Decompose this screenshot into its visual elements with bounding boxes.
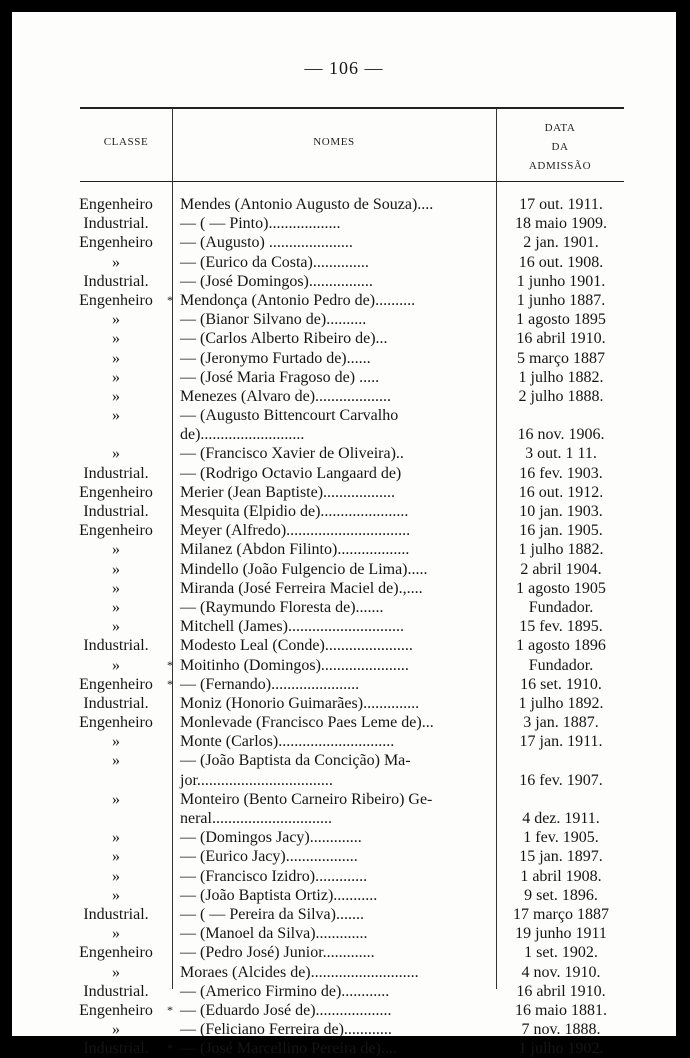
table-row [12, 943, 676, 962]
table-row [12, 867, 676, 886]
row-classe: » [112, 387, 120, 405]
row-nome: — (José Marcellino Pereira de).... [180, 1040, 397, 1058]
row-data: 1 fev. 1905. [523, 829, 599, 847]
row-classe: Engenheiro [79, 944, 153, 962]
row-nome: — (Carlos Alberto Ribeiro de)... [180, 330, 388, 348]
row-data: 1 agosto 1895 [516, 311, 606, 329]
row-classe: Industrial. [83, 905, 149, 923]
row-data: 9 set. 1896. [524, 886, 598, 904]
row-nome: — (Americo Firmino de)............ [180, 982, 390, 1000]
row-nome: Moraes (Alcides de)........................... [180, 963, 419, 981]
row-classe: » [112, 541, 120, 559]
row-classe: » [112, 886, 120, 904]
row-data: 16 abril 1910. [516, 330, 606, 348]
row-nome: — (José Maria Fragoso de) ..... [180, 368, 380, 386]
row-nome: — (Augusto Bittencourt Carvalho [180, 407, 399, 425]
table-row [12, 214, 676, 233]
row-nome: Mendes (Antonio Augusto de Souza).... [180, 196, 434, 213]
row-nome: Merier (Jean Baptiste).................. [180, 483, 396, 501]
table-row [12, 560, 676, 579]
header-classe: CLASSE [103, 136, 149, 148]
row-data: 3 jan. 1887. [523, 714, 599, 732]
row-data: 1 agosto 1905 [516, 579, 606, 597]
table-row [12, 713, 676, 732]
row-data: 1 julho 1902. [518, 1040, 604, 1058]
header-data-line-2: DA [551, 141, 569, 153]
row-nome: — (João Baptista da Concição) Ma- [180, 752, 411, 770]
row-nome: — (Augusto) ..................... [180, 234, 353, 252]
header-data-line-1: DATA [544, 122, 576, 134]
row-data: 2 jan. 1901. [523, 234, 599, 252]
header-data-line-3: ADMISSÃO [528, 160, 592, 172]
row-classe: » [112, 445, 120, 463]
row-data: 17 jan. 1911. [519, 733, 603, 751]
table-row [12, 982, 676, 1001]
row-data: 15 jan. 1897. [519, 848, 603, 866]
top-rule [80, 107, 624, 109]
row-nome: Moitinho (Domingos)...................... [180, 656, 409, 674]
row-nome: — (Jeronymo Furtado de)...... [180, 349, 371, 367]
table-row [12, 291, 676, 310]
row-classe: Industrial. [83, 464, 149, 482]
row-nome: Mendonça (Antonio Pedro de).......... [180, 291, 416, 309]
row-data: 17 março 1887 [513, 905, 609, 923]
row-classe: Industrial. [83, 1040, 149, 1058]
row-data: 16 out. 1912. [518, 483, 604, 501]
row-classe: » [112, 829, 120, 847]
row-nome: — (Fernando)...................... [180, 675, 360, 693]
row-classe: » [112, 368, 120, 386]
table-row [12, 1039, 676, 1058]
table-row [12, 636, 676, 655]
row-data: 1 julho 1882. [518, 368, 604, 386]
row-classe: » [112, 733, 120, 751]
row-data: 16 abril 1910. [516, 982, 606, 1000]
row-nome: — (Rodrigo Octavio Langaard de) [180, 464, 402, 482]
row-mark: * [167, 676, 173, 691]
row-data: 1 julho 1892. [518, 694, 604, 712]
table-row [12, 483, 676, 502]
table-row [12, 272, 676, 291]
row-data: Fundador. [528, 656, 594, 674]
table-row [12, 425, 676, 444]
table-row [12, 809, 676, 828]
table-row [12, 502, 676, 521]
row-data: 16 nov. 1906. [517, 426, 605, 444]
row-classe: Engenheiro [79, 714, 153, 732]
row-nome: Menezes (Alvaro de)................... [180, 387, 392, 405]
row-classe: » [112, 848, 120, 866]
row-data: 1 agosto 1896 [516, 637, 606, 655]
row-data: 15 fev. 1895. [519, 618, 603, 636]
table-row [12, 790, 676, 809]
table-row [12, 751, 676, 770]
table-row [12, 847, 676, 866]
row-data: 2 abril 1904. [520, 560, 602, 578]
row-data: 18 maio 1909. [515, 215, 607, 233]
table-row [12, 444, 676, 463]
row-classe: Engenheiro [79, 291, 153, 309]
row-nome: — (Domingos Jacy)............. [180, 829, 362, 847]
row-classe: » [112, 656, 120, 674]
row-data: 4 dez. 1911. [522, 810, 600, 827]
row-nome: Monlevade (Francisco Paes Leme de)... [180, 714, 434, 732]
table-row [12, 329, 676, 348]
header-data-admissao [496, 119, 624, 176]
table-row [12, 771, 676, 790]
row-data: 10 jan. 1903. [519, 503, 603, 520]
row-nome: — ( — Pereira da Silva)....... [180, 905, 364, 923]
table-row [12, 368, 676, 387]
row-classe: » [112, 867, 120, 885]
row-nome: — (Bianor Silvano de).......... [180, 311, 367, 329]
table-row [12, 598, 676, 617]
table-row [12, 905, 676, 924]
document-page [12, 12, 676, 1058]
row-classe: » [112, 790, 120, 808]
table-row [12, 349, 676, 368]
row-mark: * [167, 1041, 173, 1056]
row-nome: — (Eduardo José de)................... [180, 1001, 392, 1019]
row-nome: Miranda (José Ferreira Maciel de).,.... [180, 579, 423, 597]
row-classe: » [112, 1021, 120, 1039]
row-data: 2 julho 1888. [518, 387, 604, 405]
row-classe: Engenheiro [79, 1001, 153, 1019]
row-classe: » [112, 311, 120, 329]
row-classe: » [112, 598, 120, 616]
table-row [12, 406, 676, 425]
row-nome: neral.............................. [180, 810, 332, 827]
row-data: 16 out. 1908. [518, 253, 604, 271]
row-data: 1 abril 1908. [520, 867, 602, 885]
row-data: 4 nov. 1910. [521, 963, 601, 981]
row-nome: — (Pedro José) Junior............. [180, 944, 375, 962]
row-data: 16 jan. 1905. [519, 522, 603, 540]
row-mark: * [167, 1002, 173, 1017]
row-classe: Industrial. [83, 637, 149, 655]
members-table [12, 195, 676, 1058]
table-row [12, 310, 676, 329]
row-data: Fundador. [528, 598, 594, 616]
row-classe: Industrial. [83, 982, 149, 1000]
table-row [12, 963, 676, 982]
row-classe: » [112, 963, 120, 981]
row-nome: jor.................................. [180, 771, 333, 789]
row-nome: — (José Domingos)................ [180, 272, 373, 290]
table-row [12, 675, 676, 694]
row-data: 1 julho 1882. [518, 541, 604, 559]
table-row [12, 924, 676, 943]
row-nome: Mindello (João Fulgencio de Lima)..... [180, 560, 428, 578]
row-nome: — (Raymundo Floresta de)....... [180, 598, 384, 616]
row-nome: Modesto Leal (Conde)...................... [180, 637, 413, 655]
row-nome: — (Eurico da Costa).............. [180, 253, 369, 271]
row-classe: Industrial. [83, 272, 149, 290]
row-mark: * [167, 292, 173, 307]
table-row [12, 617, 676, 636]
table-row [12, 387, 676, 406]
table-row [12, 233, 676, 252]
row-nome: Monte (Carlos)............................. [180, 733, 395, 751]
row-classe: Industrial. [83, 215, 149, 233]
row-nome: — (João Baptista Ortiz)........... [180, 886, 378, 904]
row-data: 3 out. 1 11. [525, 445, 597, 463]
table-row [12, 521, 676, 540]
row-nome: Mitchell (James)............................. [180, 618, 404, 636]
row-classe: » [112, 330, 120, 348]
header-rule [80, 181, 624, 182]
table-row [12, 694, 676, 713]
row-nome: — (Eurico Jacy).................. [180, 848, 358, 866]
row-nome: — (Manoel da Silva)............. [180, 925, 368, 943]
row-classe: » [112, 752, 120, 770]
page-number: — 106 — [304, 58, 384, 78]
row-nome: — ( — Pinto).................. [180, 215, 341, 233]
row-data: 16 maio 1881. [515, 1001, 607, 1019]
row-nome: Milanez (Abdon Filinto).................. [180, 541, 410, 559]
row-classe: » [112, 407, 120, 425]
row-classe: Engenheiro [79, 522, 153, 540]
table-row [12, 195, 676, 214]
table-row [12, 253, 676, 272]
row-data: 16 fev. 1903. [519, 464, 603, 482]
header-nomes: NOMES [313, 136, 355, 148]
row-classe: » [112, 925, 120, 943]
table-row [12, 464, 676, 483]
row-classe: » [112, 253, 120, 271]
table-row [12, 579, 676, 598]
table-row [12, 1020, 676, 1039]
row-classe: Industrial. [83, 503, 149, 520]
row-data: 16 fev. 1907. [519, 771, 603, 789]
row-classe: Engenheiro [79, 675, 153, 693]
row-data: 1 junho 1901. [516, 272, 606, 290]
row-nome: — (Francisco Xavier de Oliveira).. [180, 445, 404, 463]
row-classe: » [112, 349, 120, 367]
row-data: 19 junho 1911 [515, 925, 607, 943]
row-data: 16 set. 1910. [520, 675, 602, 693]
row-classe: » [112, 618, 120, 636]
row-data: 7 nov. 1888. [521, 1021, 601, 1039]
row-nome: — (Francisco Izidro)............. [180, 867, 368, 885]
table-row [12, 540, 676, 559]
row-data: 17 out. 1911. [519, 196, 603, 213]
table-row [12, 828, 676, 847]
table-row [12, 886, 676, 905]
table-row [12, 1001, 676, 1020]
row-classe: » [112, 579, 120, 597]
row-data: 1 set. 1902. [524, 944, 598, 962]
row-nome: Mesquita (Elpidio de)...................... [180, 503, 409, 520]
row-nome: de).......................... [180, 426, 305, 444]
row-data: 5 março 1887 [517, 349, 605, 367]
row-nome: — (Feliciano Ferreira de)............ [180, 1021, 392, 1039]
row-classe: » [112, 560, 120, 578]
row-nome: Moniz (Honorio Guimarães).............. [180, 694, 420, 712]
table-row [12, 732, 676, 751]
row-classe: Engenheiro [79, 196, 153, 213]
row-mark: * [167, 657, 173, 672]
row-nome: Monteiro (Bento Carneiro Ribeiro) Ge- [180, 790, 433, 808]
row-data: 1 junho 1887. [516, 291, 606, 309]
row-classe: Engenheiro [79, 483, 153, 501]
row-classe: Engenheiro [79, 234, 153, 252]
row-classe: Industrial. [83, 694, 149, 712]
row-nome: Meyer (Alfredo)............................... [180, 522, 411, 540]
table-row [12, 656, 676, 675]
